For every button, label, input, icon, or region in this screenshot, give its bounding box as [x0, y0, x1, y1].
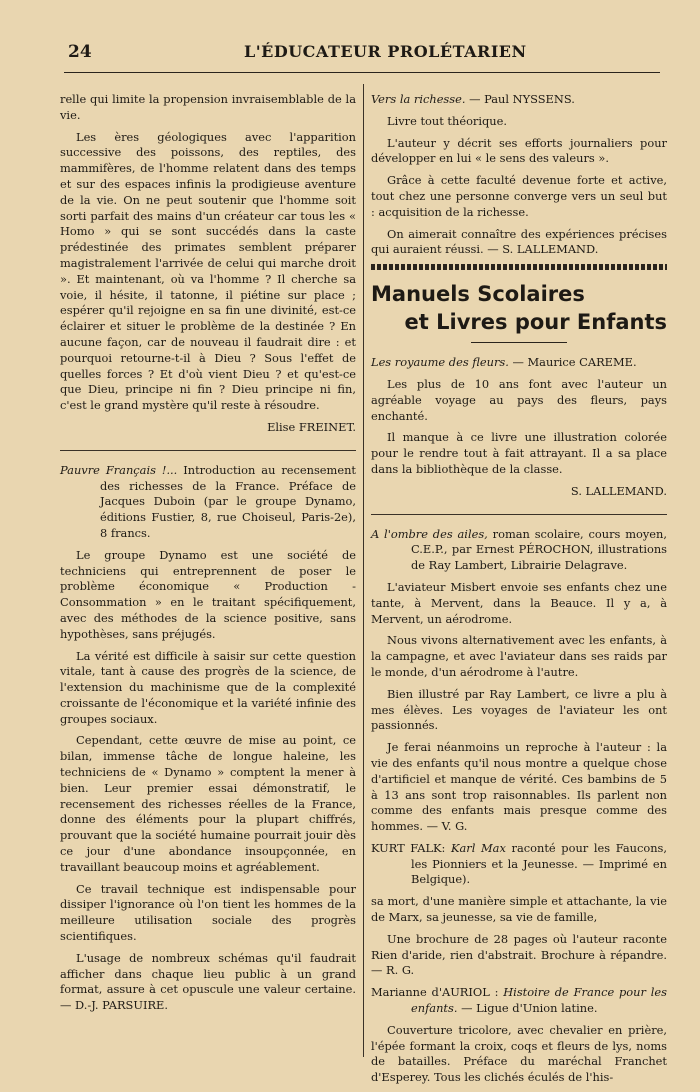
- paragraph: Nous vivons alternativement avec les enfants, à la campagne, et avec l'aviateur dans ses raids par le monde, d'un aérodrome à l'autre.: [371, 633, 667, 679]
- review-author: KURT FALK:: [371, 840, 451, 855]
- title-underline: [471, 342, 567, 343]
- review-heading: [371, 985, 667, 1017]
- dashed-separator: [371, 264, 667, 270]
- paragraph: Une brochure de 28 pages où l'auteur raconte Rien d'aride, rien d'abstrait. Brochure à répandre. — R. G.: [371, 931, 667, 978]
- review-details: Introduction au recensement des richesses de la France. Préface de Jacques Duboin (par le groupe Dynamo, éditions Fustier, 8, rue Choiseul, Paris-2e), 8 francs.: [100, 462, 357, 540]
- review-title: Karl Max: [451, 840, 506, 855]
- review-heading: [371, 92, 667, 108]
- review-heading: [60, 463, 356, 542]
- paragraph: Grâce à cette faculté devenue forte et active, tout chez une personne converge vers un seul but : acquisition de la richesse.: [371, 173, 667, 219]
- section-title-line1: Manuels Scolaires: [371, 282, 585, 307]
- review-title: A l'ombre des ailes,: [371, 526, 488, 541]
- paragraph: Cependant, cette œuvre de mise au point, ce bilan, immense tâche de longue haleine, les techniciens de « Dynamo » comptent la mener à bien. Leur premier essai démonstratif, le recensement des richesses réelles de la France, donne des éléments pour la plupart chiffrés, prouvant que la société humaine pourrait jouir dès ce jour d'une abondance insoupçonnée, en travaillant beaucoup moins et agréablement.: [60, 733, 356, 874]
- paragraph: Ce travail technique est indispensable pour dissiper l'ignorance où l'on tient les hommes de la meilleure utilisation sociale des progrès scientifiques.: [60, 881, 356, 944]
- column-divider: [363, 84, 364, 1057]
- paragraph: La vérité est difficile à saisir sur cette question vitale, tant à cause des progrès de la science, de l'extension du machinisme que de la complexité croissante de l'économique et la variété infinie des groupes sociaux.: [60, 648, 356, 726]
- review-details: roman scolaire, cours moyen, C.E.P., par Ernest PÉROCHON, illustrations de Ray Lambert, Librairie Delagrave.: [411, 526, 667, 573]
- review-author: Marianne d'AURIOL :: [371, 985, 504, 1000]
- section-title: [371, 280, 667, 336]
- paragraph: Couverture tricolore, avec chevalier en prière, l'épée formant la croix, coqs et fleurs de lys, noms de batailles. Préface du maréchal Franchet d'Esperey. Tous les clichés éculés de l'his-: [371, 1022, 667, 1085]
- review-title: Pauvre Français !...: [60, 462, 178, 477]
- page-header: [64, 38, 660, 73]
- review-title: Histoire de France pour les enfants.: [411, 985, 667, 1016]
- review-heading: [371, 527, 667, 574]
- paragraph: Les plus de 10 ans font avec l'auteur un agréable voyage au pays des fleurs, pays enchanté.: [371, 376, 667, 423]
- signature: Elise FREINET.: [267, 419, 356, 434]
- review-heading: [371, 355, 667, 371]
- paragraph: Livre tout théorique.: [387, 113, 508, 128]
- right-column: [371, 92, 667, 1092]
- paragraph: L'auteur y décrit ses efforts journaliers pour développer en lui « le sens des valeurs ».: [371, 135, 667, 166]
- separator: [371, 514, 667, 515]
- page-number: 24: [68, 42, 92, 62]
- signature: S. LALLEMAND.: [570, 483, 667, 498]
- review-details: — Ligue d'Union latine.: [457, 1001, 598, 1016]
- paragraph: L'usage de nombreux schémas qu'il faudrait afficher dans chaque lieu public à un grand format, assure à cet opuscule une valeur certaine. — D.-J. PARSUIRE.: [60, 950, 356, 1013]
- paragraph: On aimerait connaître des expériences précises qui auraient réussi. — S. LALLEMAND.: [371, 226, 667, 257]
- review-details: raconté pour les Faucons, les Pionniers et la Jeunesse. — Imprimé en Belgique).: [411, 840, 668, 887]
- paragraph: Bien illustré par Ray Lambert, ce livre a plu à mes élèves. Les voyages de l'aviateur les ont passionnés.: [371, 686, 667, 733]
- left-column: [60, 92, 356, 1020]
- paragraph: L'aviateur Misbert envoie ses enfants chez une tante, à Mervent, dans la Beauce. Il y a, à Mervent, un aérodrome.: [371, 579, 667, 626]
- paragraph: sa mort, d'une manière simple et attachante, la vie de Marx, sa jeunesse, sa vie de famille,: [371, 894, 667, 925]
- paragraph: Le groupe Dynamo est une société de techniciens qui entreprennent de poser le problème économique « Production - Consommation » en le traitant spécifiquement, avec des méthodes de la science positive, sans hypothèses, sans préjugés.: [60, 547, 356, 641]
- review-title: Les royaume des fleurs.: [371, 355, 509, 370]
- paragraph: Il manque à ce livre une illustration colorée pour le rendre tout à fait attrayant. Il a sa place dans la bibliothèque de la classe.: [371, 430, 667, 476]
- review-heading: [371, 841, 667, 888]
- review-author: — Maurice CAREME.: [508, 355, 637, 370]
- review-title: Vers la richesse.: [371, 92, 466, 106]
- journal-title: L'ÉDUCATEUR PROLÉTARIEN: [244, 42, 527, 61]
- section-title-line2: et Livres pour Enfants: [404, 310, 667, 335]
- paragraph: relle qui limite la propension invraisemblable de la vie.: [60, 92, 356, 122]
- paragraph: Je ferai néanmoins un reproche à l'auteur : la vie des enfants qu'il nous montre a quelque chose d'artificiel et manque de vérité. Ces bambins de 5 à 13 ans sont trop raisonnables. Ils parlent non comme des enfants mais presque comme des hommes. — V. G.: [371, 740, 667, 834]
- review-author: — Paul NYSSENS.: [465, 92, 575, 106]
- separator: [60, 450, 356, 451]
- paragraph: Les ères géologiques avec l'apparition successive des poissons, des reptiles, des mammifères, de l'homme relatent dans des temps et sur des espaces infinis la prodigieuse aventure de la vie. On ne peut soutenir que l'homme soit sorti parfait des mains d'un créateur car tous les « Homo » qui se sont succédés dans la caste prédestinée des primates semblent préparer magistralement l'arrivée de celui qui marche droit ». Et maintenant, où va l'homme ? Il cherche sa voie, il hésite, il tatonne, il piétine sur place ; espérer qu'il rejoigne en sa fin une divinité, est-ce éclairer et situer le problème de la destinée ? En aucune façon, car de nouveau il faudrait dire : et pourquoi retourne-t-il à Dieu ? Sous l'effet de quelles forces ? Et d'où vient Dieu ? et qu'est-ce que Dieu, principe ni fin ? Dieu principe ni fin, c'est le grand mystère qu'il reste à résoudre.: [60, 129, 356, 413]
